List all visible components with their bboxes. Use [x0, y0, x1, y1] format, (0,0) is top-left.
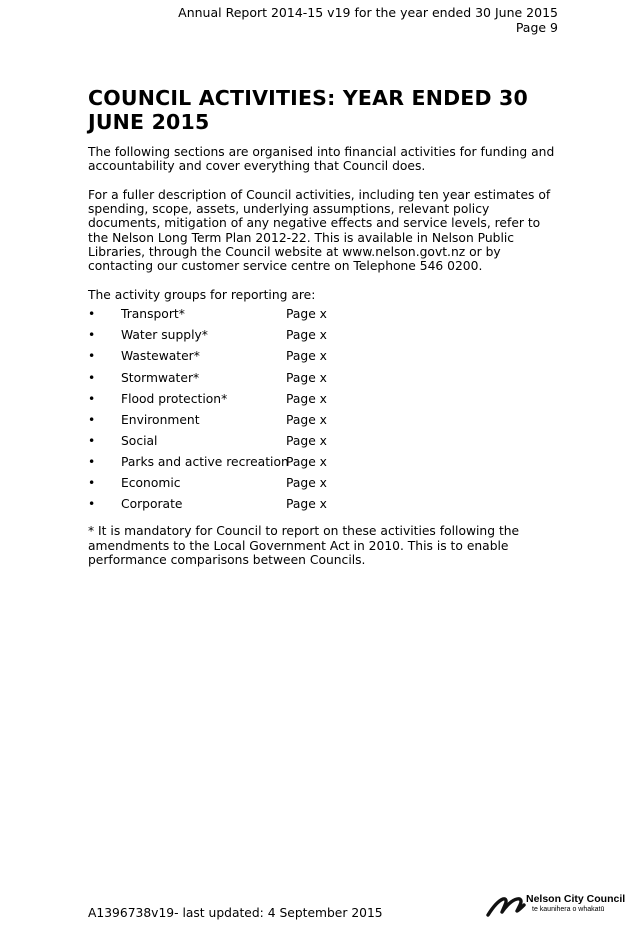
activity-page-ref: Page x	[286, 307, 327, 322]
activity-page-ref: Page x	[286, 454, 327, 469]
bullet-icon: •	[88, 412, 96, 427]
page-header	[178, 5, 558, 35]
activity-name: Flood protection*	[121, 391, 228, 406]
document-reference: A1396738v19- last updated: 4 September 2015	[88, 906, 383, 920]
activity-name: Transport*	[121, 307, 185, 322]
footnote: * It is mandatory for Council to report on these activities following the amendments to the Local Government Act in 2010. This is to enable performance comparisons between Councils.	[88, 524, 520, 567]
page-title: COUNCIL ACTIVITIES: YEAR ENDED 30 JUNE 2015	[88, 86, 528, 134]
activity-name: Economic	[121, 476, 181, 491]
logo-name: Nelson City Council	[526, 893, 626, 905]
activity-page-ref: Page x	[286, 328, 327, 343]
activity-name: Parks and active recreation	[121, 454, 289, 469]
bullet-icon: •	[88, 328, 96, 343]
page-number: Page 9	[515, 20, 558, 35]
council-logo	[486, 893, 626, 917]
logo-tagline: te kaunihera o whakatū	[532, 906, 605, 913]
bullet-icon: •	[88, 433, 96, 448]
bullet-icon: •	[88, 307, 96, 322]
activity-name: Environment	[121, 412, 200, 427]
activity-page-ref: Page x	[286, 412, 327, 427]
activity-name: Water supply*	[121, 328, 208, 343]
main-content	[88, 145, 558, 581]
list-item	[88, 455, 558, 476]
bullet-icon: •	[88, 349, 96, 364]
intro-paragraph: The following sections are organised into financial activities for funding and accountability and cover everything that Council does.	[88, 145, 555, 174]
activity-name: Stormwater*	[121, 370, 200, 385]
list-item	[88, 328, 558, 349]
nelson-city-council-logo-icon	[486, 895, 526, 917]
bullet-icon: •	[88, 497, 96, 512]
activity-page-ref: Page x	[286, 391, 327, 406]
activity-name: Corporate	[121, 497, 183, 512]
list-item	[88, 307, 558, 328]
bullet-icon: •	[88, 454, 96, 469]
activity-page-ref: Page x	[286, 497, 327, 512]
bullet-icon: •	[88, 370, 96, 385]
list-item	[88, 392, 558, 413]
list-item	[88, 476, 558, 497]
list-item	[88, 434, 558, 455]
list-item	[88, 497, 558, 518]
description-paragraph: For a fuller description of Council activities, including ten year estimates of spending, scope, assets, underlying assumptions, relevant policy documents, mitigation of any negative effects and service levels, refer to the Nelson Long Term Plan 2012-22. This is available in Nelson Public Libraries, through the Council website at www.nelson.govt.nz or by contacting our customer service centre on Telephone 546 0200.	[88, 187, 551, 274]
activity-page-ref: Page x	[286, 370, 327, 385]
activity-page-ref: Page x	[286, 433, 327, 448]
report-title-line: Annual Report 2014-15 v19 for the year ended 30 June 2015	[178, 5, 558, 20]
activity-name: Social	[121, 433, 158, 448]
list-item	[88, 349, 558, 370]
activity-page-ref: Page x	[286, 476, 327, 491]
activity-list	[88, 307, 558, 518]
bullet-icon: •	[88, 391, 96, 406]
list-item	[88, 413, 558, 434]
bullet-icon: •	[88, 476, 96, 491]
list-item	[88, 371, 558, 392]
activity-groups-intro: The activity groups for reporting are:	[88, 287, 316, 302]
activity-name: Wastewater*	[121, 349, 200, 364]
activity-page-ref: Page x	[286, 349, 327, 364]
